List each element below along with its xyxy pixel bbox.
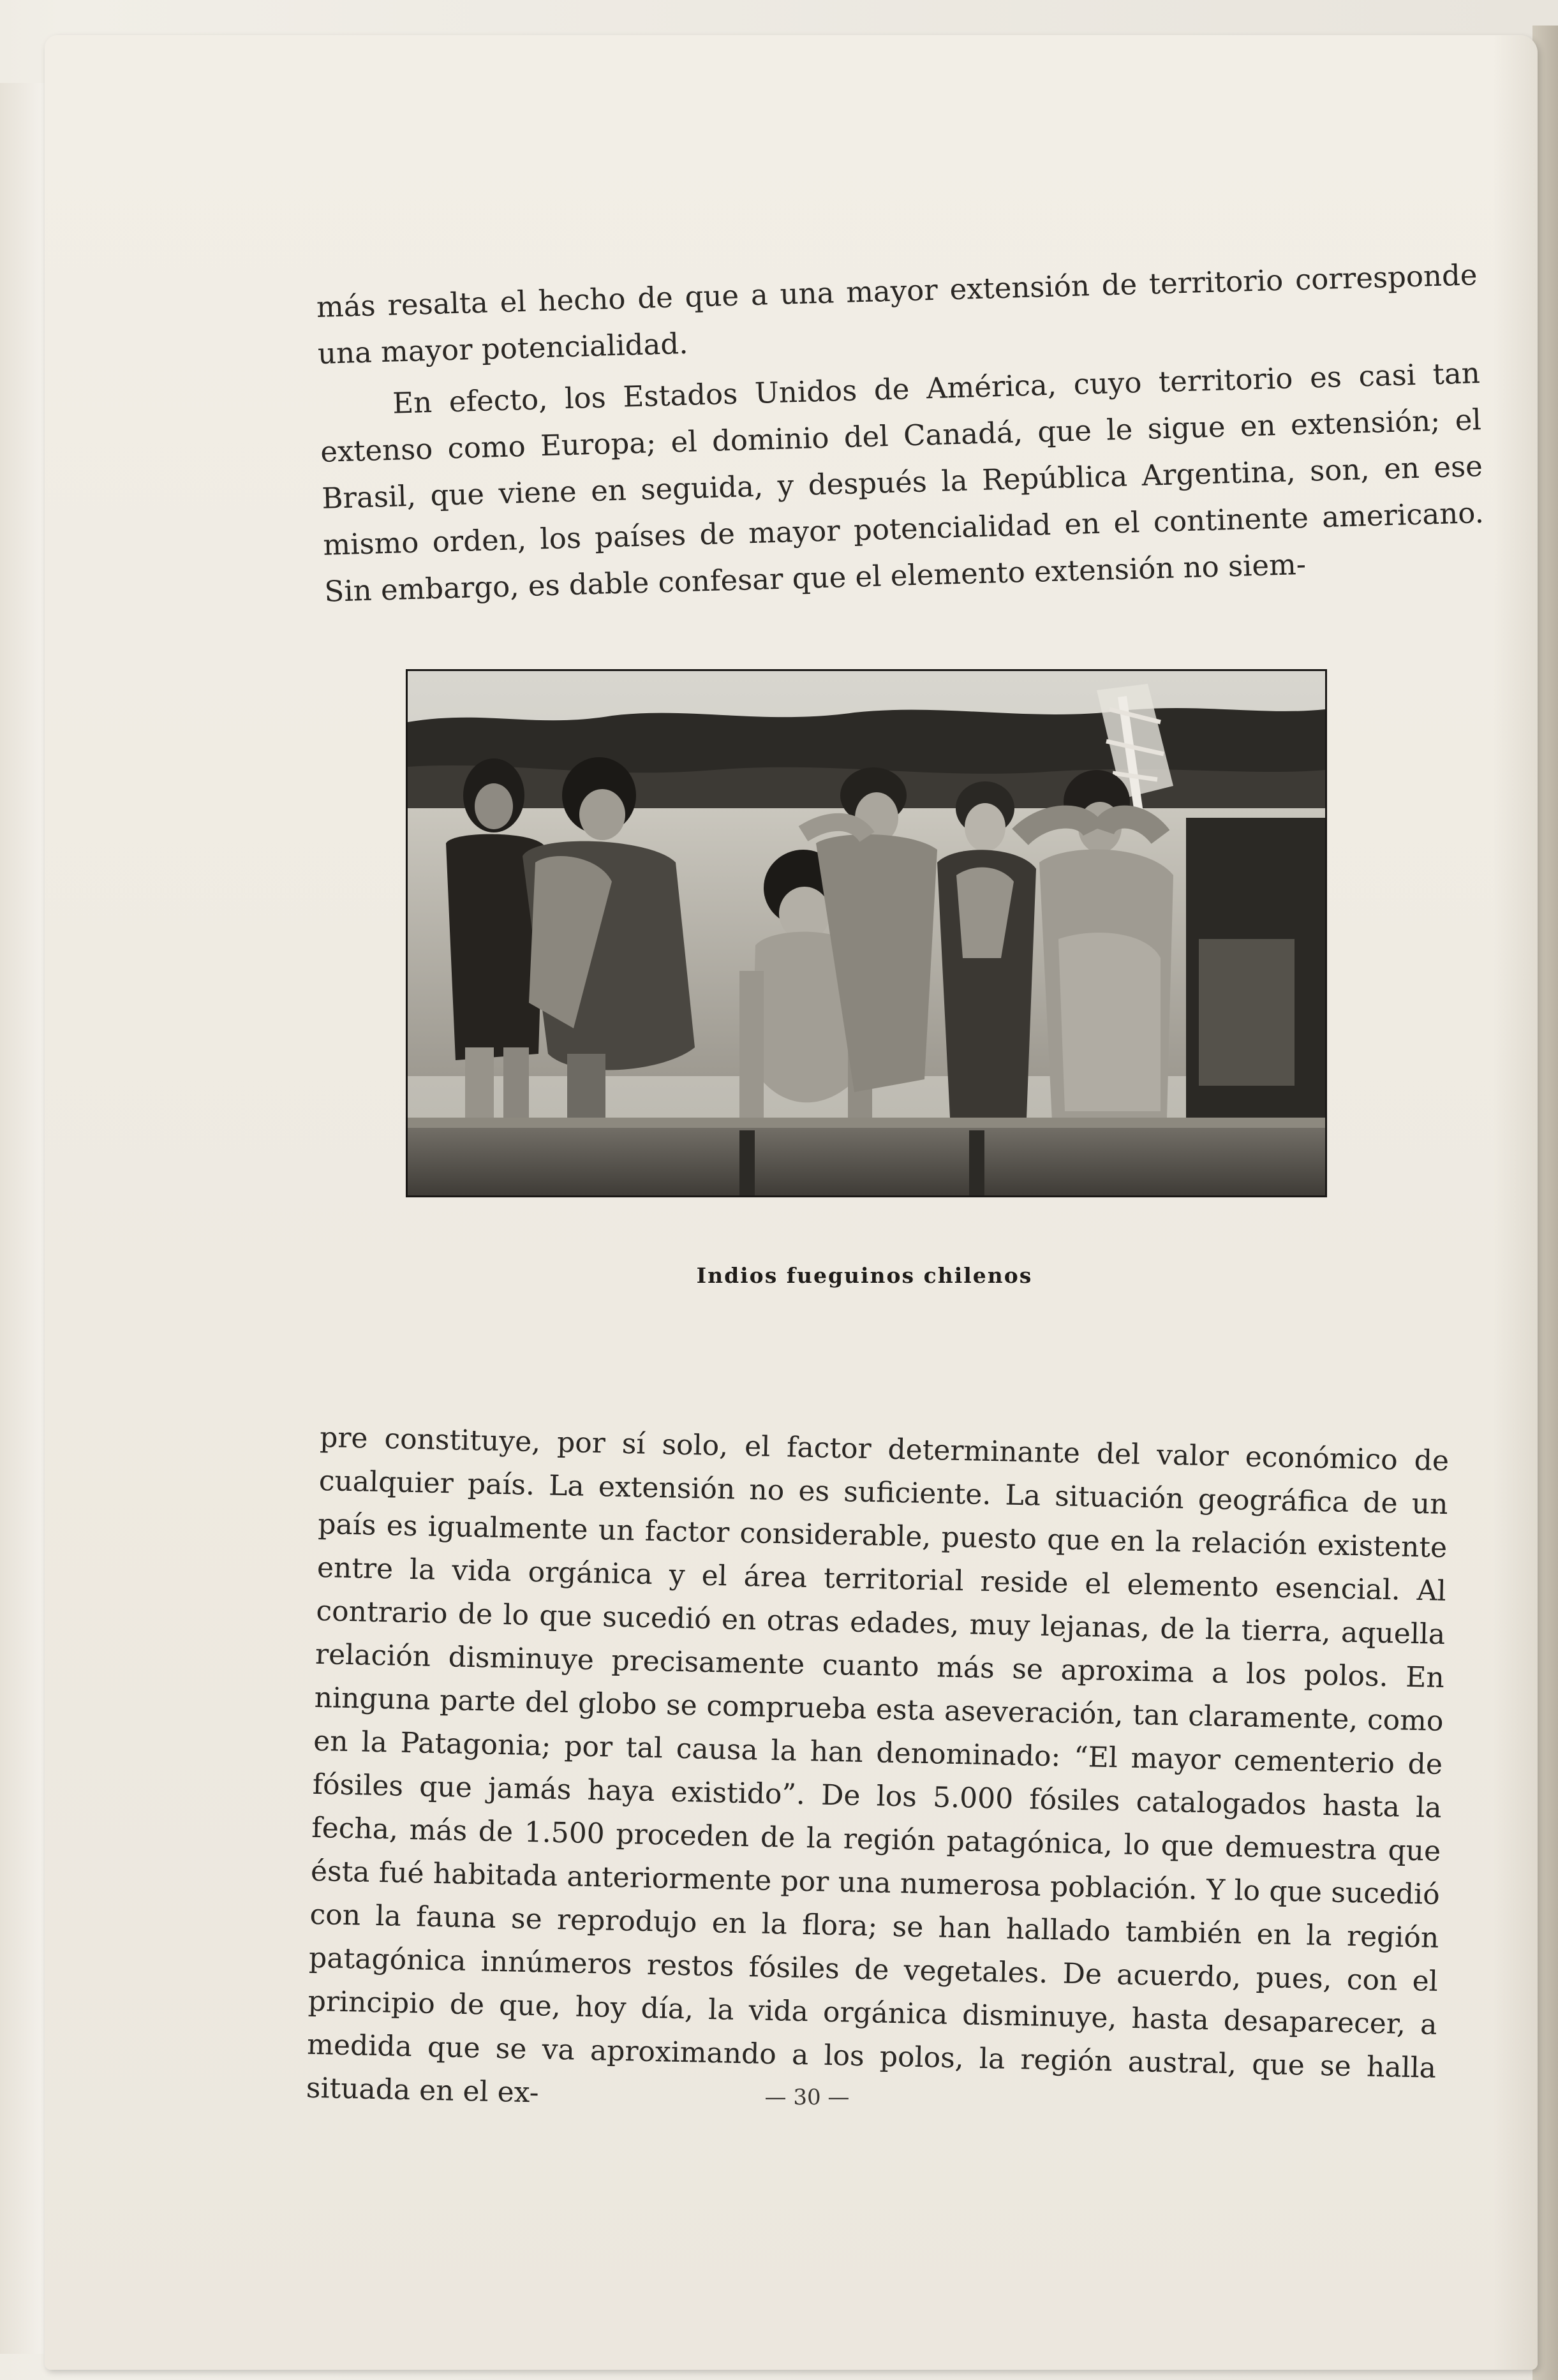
top-text-block xyxy=(316,251,1486,615)
paragraph-extension: En efecto, los Estados Unidos de América, cuyo territorio es casi tan extenso como Europa; el dominio del Canadá, que le sigue en extensión; el Brasil, que viene en seguida, y después la República Argentina, son, en ese mismo orden, los países de mayor potencialidad en el continente americano. Sin embargo, es dable confesar que el elemento extensión no siem- xyxy=(320,356,1485,609)
paragraph-continuation: más resalta el hecho de que a una mayor extensión de territorio corresponde una mayor potencialidad. xyxy=(316,258,1478,371)
bottom-text-block: pre constituye, por sí solo, el factor determinante del valor económico de cualquier país. La extensión no es suficiente. La situación geográfica de un país es igualmente un factor considerable, puesto que en la relación existente entre la vida orgánica y el área territorial reside el elemento esencial. Al contrario de lo que sucedió en otras edades, muy lejanas, de la tierra, aquella relación disminuye precisamente cuanto más se aproxima a los polos. En ninguna parte del globo se comprueba esta aseveración, tan claramente, como en la Patagonia; por tal causa la han denominado: “El mayor cementerio de fósiles que jamás haya existido”. De los 5.000 fósiles catalogados hasta la fecha, más de 1.500 proceden de la región patagónica, lo que demuestra que ésta fué habitada anteriormente por una numerosa población. Y lo que sucedió con la fauna se reprodujo en la flora; se han hallado también en la región patagónica innúmeros restos fósiles de vegetales. De acuerdo, pues, con el principio de que, hoy día, la vida orgánica disminuye, hasta desaparecer, a medida que se va aproximando a los polos, la región austral, que se halla situada en el ex- xyxy=(306,1421,1450,2110)
photo-illustration xyxy=(408,671,1325,1195)
historical-photo xyxy=(406,669,1327,1197)
page-number: — 30 — xyxy=(764,2085,850,2110)
photo-caption: Indios fueguinos chilenos xyxy=(696,1263,1033,1288)
